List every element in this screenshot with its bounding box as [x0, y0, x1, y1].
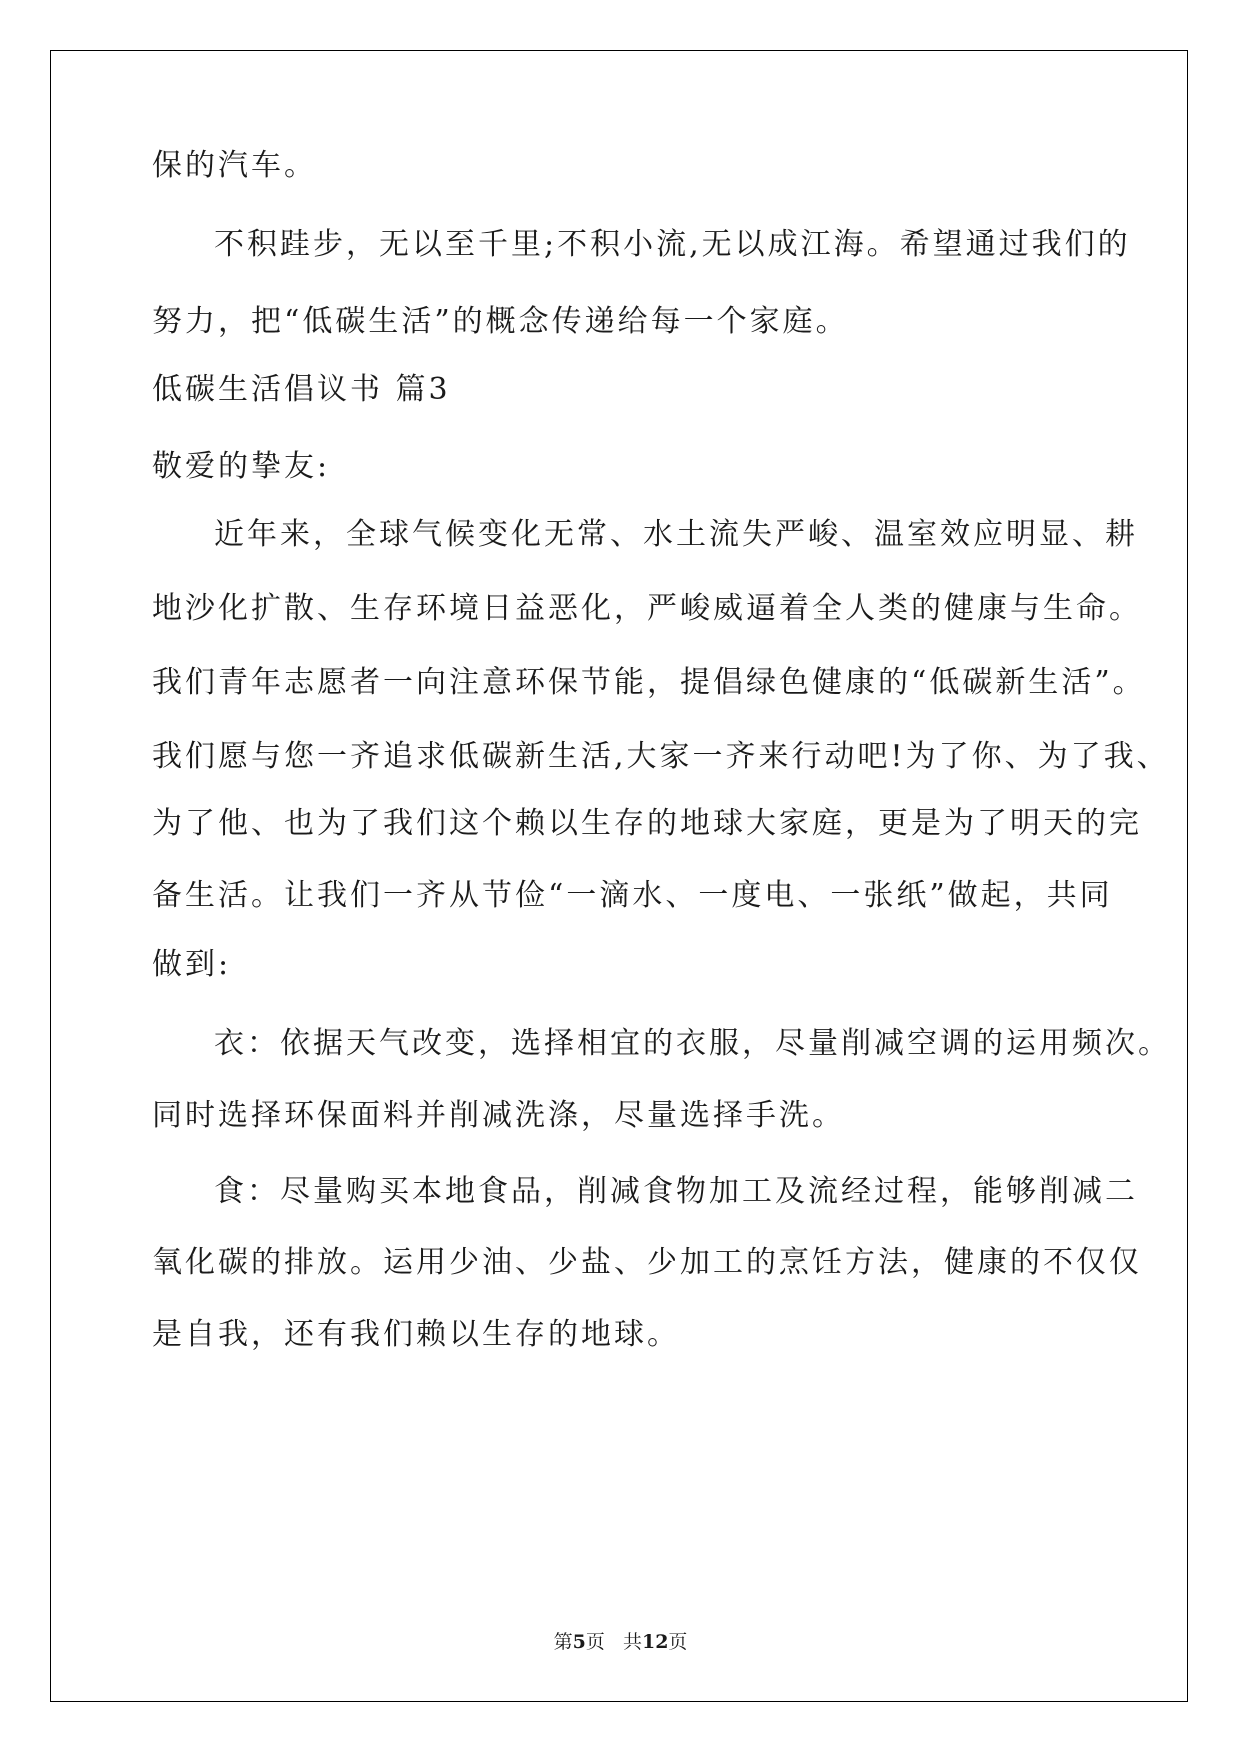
footer-page-unit: 页: [585, 1631, 605, 1653]
text-line: 食：尽量购买本地食品，削减食物加工及流经过程，能够削减二: [214, 1174, 1138, 1209]
text-line: 同时选择环保面料并削减洗涤，尽量选择手洗。: [152, 1098, 845, 1133]
total-pages-number: 12: [641, 1631, 669, 1653]
text-line: 是自我，还有我们赖以生存的地球。: [152, 1317, 680, 1352]
text-line: 我们青年志愿者一向注意环保节能，提倡绿色健康的“低碳新生活”。: [152, 665, 1146, 700]
footer-prefix: 第: [553, 1631, 573, 1653]
text-line: 做到:: [152, 947, 232, 982]
section-heading: 低碳生活倡议书 篇3: [152, 372, 451, 407]
text-line: 我们愿与您一齐追求低碳新生活,大家一齐来行动吧!为了你、为了我、: [152, 739, 1170, 774]
text-line: 地沙化扩散、生存环境日益恶化，严峻威逼着全人类的健康与生命。: [152, 591, 1142, 626]
salutation: 敬爱的挚友:: [152, 449, 331, 484]
text-line: 近年来，全球气候变化无常、水土流失严峻、温室效应明显、耕: [214, 517, 1138, 552]
page-footer: [0, 1630, 1241, 1654]
text-line: 备生活。让我们一齐从节俭“一滴水、一度电、一张纸”做起，共同: [152, 878, 1113, 913]
text-line: 保的汽车。: [152, 148, 317, 183]
text-line: 氧化碳的排放。运用少油、少盐、少加工的烹饪方法，健康的不仅仅: [152, 1245, 1142, 1280]
text-line: 不积跬步，无以至千里;不积小流,无以成江海。希望通过我们的: [214, 227, 1131, 262]
footer-total-unit: 页: [668, 1631, 688, 1653]
current-page-number: 5: [572, 1631, 586, 1653]
text-line: 为了他、也为了我们这个赖以生存的地球大家庭，更是为了明天的完: [152, 806, 1142, 841]
footer-total-prefix: 共: [622, 1631, 642, 1653]
text-line: 衣：依据天气改变，选择相宜的衣服，尽量削减空调的运用频次。: [214, 1026, 1171, 1061]
text-line: 努力，把“低碳生活”的概念传递给每一个家庭。: [152, 304, 849, 339]
